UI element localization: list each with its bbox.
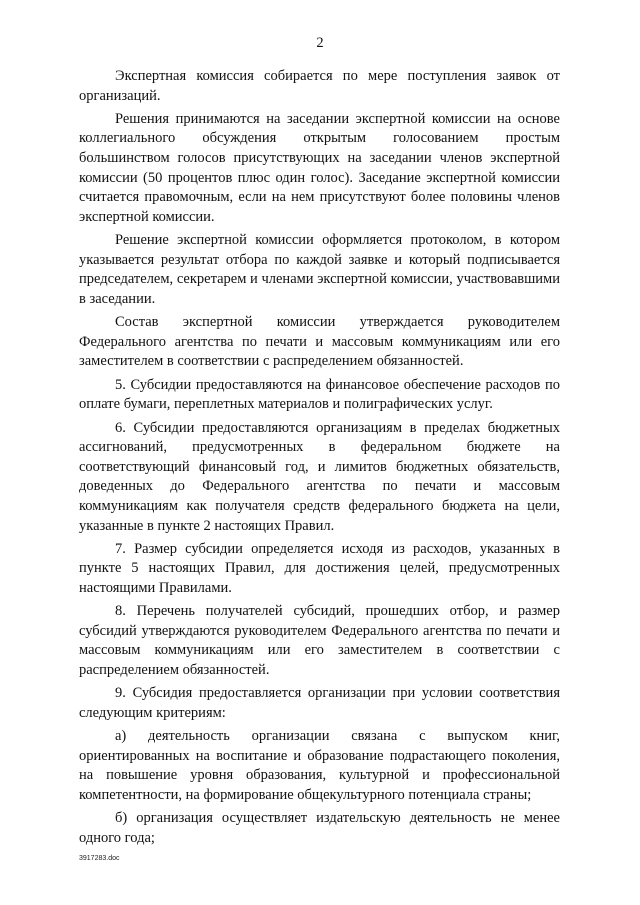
paragraph-item-5: 5. Субсидии предоставляются на финансовое обеспечение расходов по оплате бумаги, переплетных материалов и полиграфических услуг. [79, 376, 560, 413]
page-number: 2 [316, 35, 324, 51]
paragraph-item-7: 7. Размер субсидии определяется исходя из расходов, указанных в пункте 5 настоящих Правил, для достижения целей, предусмотренных настоящими Правилами. [79, 540, 560, 596]
paragraph-item-9: 9. Субсидия предоставляется организации при условии соответствия следующим критериям: [79, 685, 560, 721]
document-body [79, 67, 560, 852]
paragraph-item-8: 8. Перечень получателей субсидий, прошедших отбор, и размер субсидий утверждаются руководителем Федерального агентства по печати и массовым коммуникациям или его заместителем в соответствии с распределением обязанностей. [79, 603, 560, 679]
paragraph-item-6: 6. Субсидии предоставляются организациям в пределах бюджетных ассигнований, предусмотренных в федеральном бюджете на соответствующий финансовый год, и лимитов бюджетных обязательств, доведенных до Федерального агентства по печати и массовым коммуникациям как получателя средств федерального бюджета на цели, указанные в пункте 2 настоящих Правил. [79, 419, 560, 534]
paragraph-protocol: Решение экспертной комиссии оформляется протоколом, в котором указывается результат отбора по каждой заявке и который подписывается председателем, секретарем и членами экспертной комиссии, участвовавшими в заседании. [79, 232, 560, 307]
footer-filename: 3917283.doc [79, 855, 120, 862]
paragraph-commission-composition: Состав экспертной комиссии утверждается руководителем Федерального агентства по печати и массовым коммуникациям или его заместителем в соответствии с распределением обязанностей. [79, 314, 560, 370]
paragraph-criterion-b: б) организация осуществляет издательскую деятельность не менее одного года; [79, 810, 560, 846]
paragraph-decisions-voting: Решения принимаются на заседании экспертной комиссии на основе коллегиального обсуждения открытым голосованием простым большинством голосов присутствующих на заседании членов экспертной комиссии (50 процентов плюс один голос). Заседание экспертной комиссии считается правомочным, если на нем присутствуют более половины членов экспертной комиссии. [79, 110, 560, 225]
paragraph-commission-meetings: Экспертная комиссия собирается по мере поступления заявок от организаций. [79, 68, 560, 104]
paragraph-criterion-a: а) деятельность организации связана с выпуском книг, ориентированных на воспитание и образование подрастающего поколения, на повышение уровня образования, культурной и профессиональной компетентности, на формирование общекультурного потенциала страны; [79, 728, 560, 803]
